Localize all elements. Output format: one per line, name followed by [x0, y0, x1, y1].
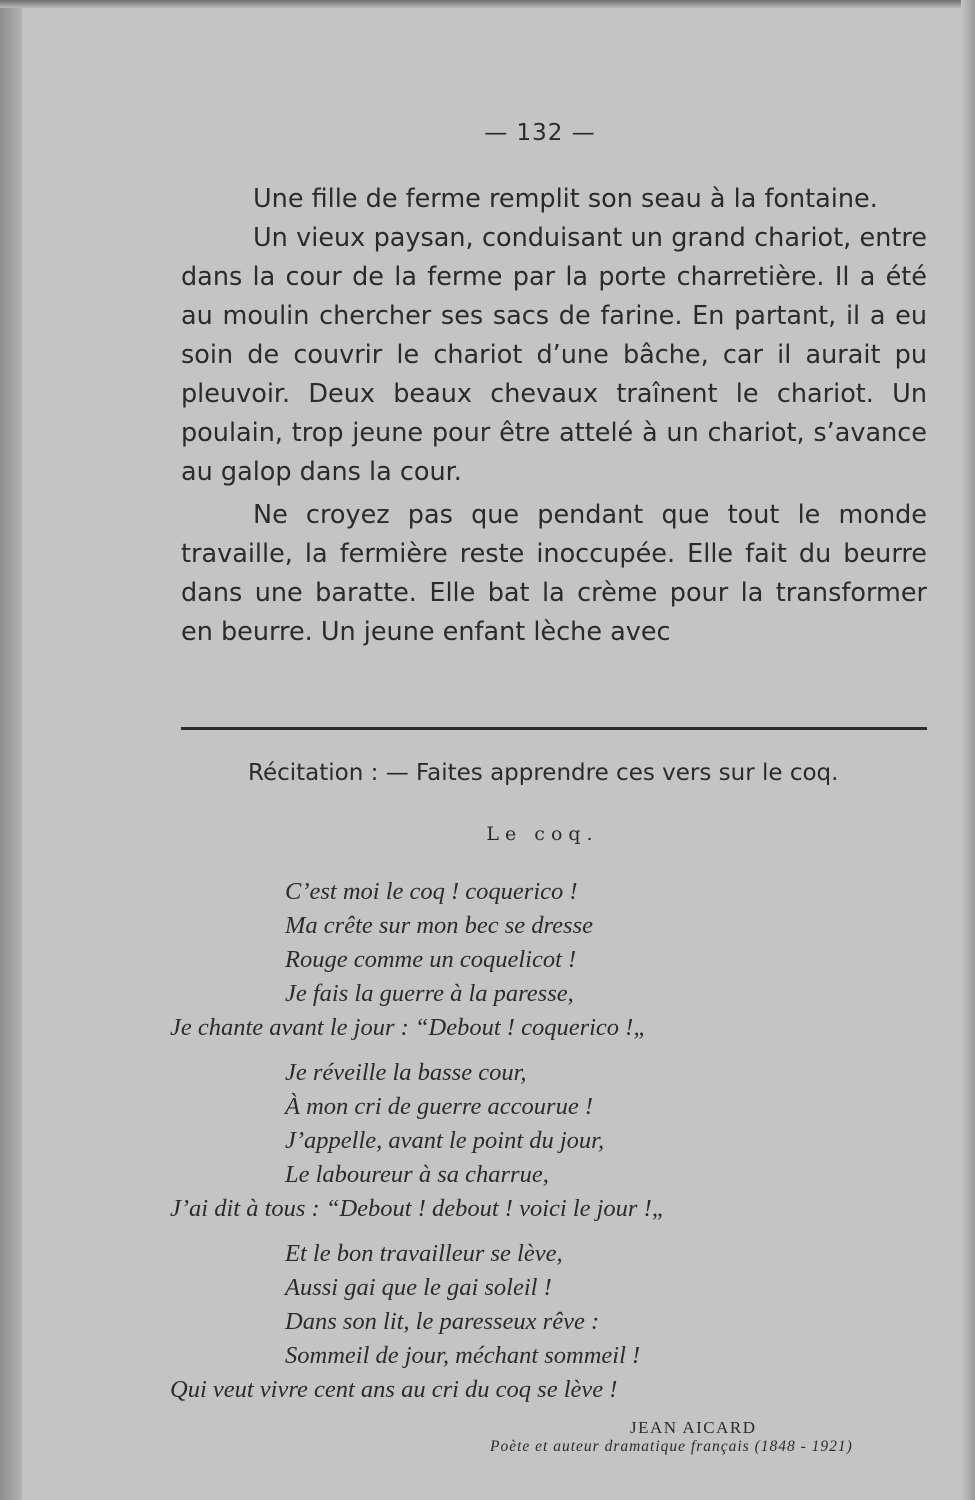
poem-title: Le coq.	[486, 823, 599, 845]
page-top-edge	[0, 0, 975, 8]
poem-stanza	[170, 875, 930, 1045]
poem-stanza	[170, 1237, 930, 1407]
poem-line: Je réveille la basse cour,	[285, 1059, 527, 1086]
poem-line: Je chante avant le jour : “Debout ! coquerico !„	[170, 1014, 647, 1041]
page-number: — 132 —	[484, 120, 596, 146]
poem-stanza	[170, 1056, 930, 1226]
poem-author-description: Poète et auteur dramatique français (1848 - 1921)	[490, 1438, 853, 1455]
paragraph: Ne croyez pas que pendant que tout le monde travaille, la fermière reste inoccupée. Elle fait du beurre dans une baratte. Elle bat la crème pour la transformer en beurre. Un jeune enfant lèche avec	[181, 500, 927, 647]
prose-text	[181, 180, 927, 652]
recitation-text: — Faites apprendre ces vers sur le coq.	[385, 760, 839, 786]
poem-line: Sommeil de jour, méchant sommeil !	[285, 1342, 641, 1369]
paragraph: Un vieux paysan, conduisant un grand chariot, entre dans la cour de la ferme par la porte charretière. Il a été au moulin chercher ses sacs de farine. En partant, il a eu soin de couvrir le chariot d’une bâche, car il aurait pu pleuvoir. Deux beaux chevaux traînent le chariot. Un poulain, trop jeune pour être attelé à un chariot, s’avance au galop dans la cour.	[181, 223, 927, 487]
poem-line: Rouge comme un coquelicot !	[285, 946, 577, 973]
poem-line: Qui veut vivre cent ans au cri du coq se lève !	[170, 1376, 618, 1403]
poem-line: Et le bon travailleur se lève,	[285, 1240, 563, 1267]
poem-line: Aussi gai que le gai soleil !	[285, 1274, 552, 1301]
poem-line: À mon cri de guerre accourue !	[285, 1093, 593, 1120]
poem-line: Je fais la guerre à la paresse,	[285, 980, 574, 1007]
page-right-edge	[961, 0, 975, 1500]
poem-line: Ma crête sur mon bec se dresse	[285, 912, 593, 939]
section-divider	[181, 727, 927, 730]
poem-line: J’ai dit à tous : “Debout ! debout ! voici le jour !„	[170, 1195, 666, 1222]
poem	[170, 875, 930, 1418]
recitation-label: Récitation :	[248, 760, 379, 786]
poem-line: C’est moi le coq ! coquerico !	[285, 878, 578, 905]
poem-line: J’appelle, avant le point du jour,	[285, 1127, 605, 1154]
poem-author: JEAN AICARD	[630, 1418, 757, 1437]
paragraph: Une fille de ferme remplit son seau à la fontaine.	[253, 184, 878, 214]
poem-line: Dans son lit, le paresseux rêve :	[285, 1308, 600, 1335]
page-gutter-shadow	[0, 0, 22, 1500]
recitation-instruction	[248, 760, 838, 786]
poem-line: Le laboureur à sa charrue,	[285, 1161, 549, 1188]
